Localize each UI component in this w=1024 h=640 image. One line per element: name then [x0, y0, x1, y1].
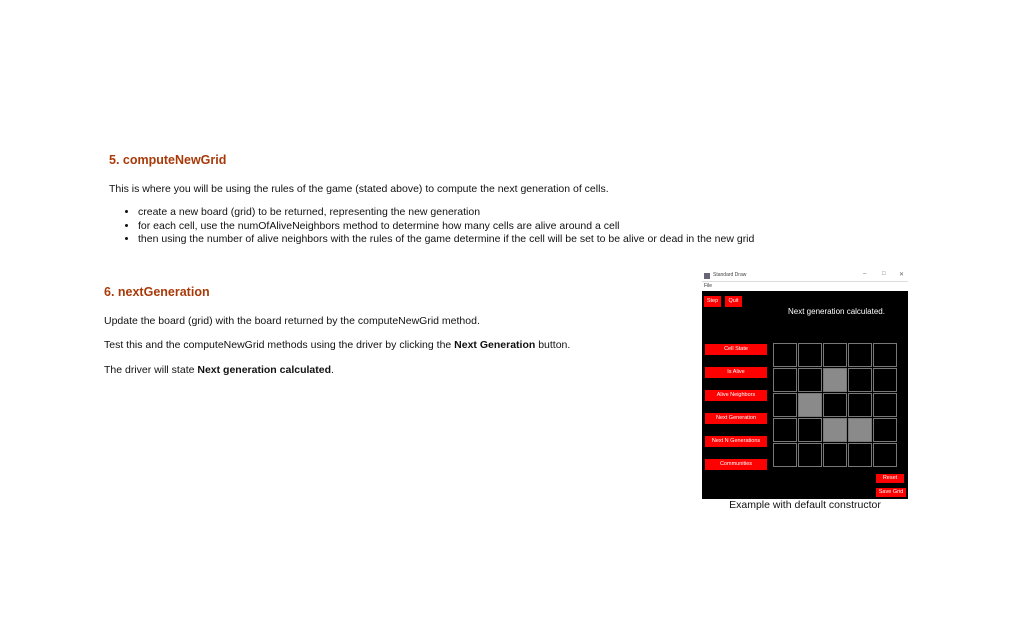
- list-item: • for each cell, use the numOfAliveNeighbors method to determine how many cells are alive around a cell: [138, 220, 754, 234]
- dead-cell[interactable]: [823, 443, 847, 467]
- is-alive-button[interactable]: Is Alive: [705, 367, 767, 378]
- list-item: • then using the number of alive neighbors with the rules of the game determine if the cell will be set to be alive or dead in the new grid: [138, 233, 754, 247]
- dead-cell[interactable]: [848, 443, 872, 467]
- figure-caption: Example with default constructor: [729, 499, 881, 511]
- dead-cell[interactable]: [773, 368, 797, 392]
- para-2-text: Test this and the computeNewGrid methods using the driver by clicking the: [104, 339, 455, 351]
- para-3-text: The driver will state: [104, 364, 198, 376]
- dead-cell[interactable]: [873, 418, 897, 442]
- maximize-icon[interactable]: □: [882, 271, 886, 277]
- section-5-intro: This is where you will be using the rules of the game (stated above) to compute the next generation of cells.: [109, 183, 609, 195]
- section-6-heading: 6. nextGeneration: [104, 285, 210, 299]
- save-grid-button[interactable]: Save Grid: [876, 488, 906, 497]
- next-n-generations-button[interactable]: Next N Generations: [705, 436, 767, 447]
- dead-cell[interactable]: [848, 393, 872, 417]
- dead-cell[interactable]: [823, 343, 847, 367]
- app-icon: [704, 273, 710, 279]
- dead-cell[interactable]: [823, 393, 847, 417]
- dead-cell[interactable]: [873, 393, 897, 417]
- standard-draw-window-screenshot: [702, 271, 908, 499]
- dead-cell[interactable]: [848, 368, 872, 392]
- window-title: Standard Draw: [713, 272, 747, 278]
- alive-neighbors-button[interactable]: Alive Neighbors: [705, 390, 767, 401]
- dead-cell[interactable]: [773, 443, 797, 467]
- next-generation-button[interactable]: Next Generation: [705, 413, 767, 424]
- section-5-bullet-list: [124, 206, 754, 247]
- dead-cell[interactable]: [873, 343, 897, 367]
- communities-button[interactable]: Communities: [705, 459, 767, 470]
- dead-cell[interactable]: [873, 368, 897, 392]
- section-6-para-2: [104, 339, 570, 351]
- alive-cell[interactable]: [823, 418, 847, 442]
- cell-grid[interactable]: [773, 343, 901, 468]
- dead-cell[interactable]: [798, 418, 822, 442]
- dead-cell[interactable]: [848, 343, 872, 367]
- cell-state-button[interactable]: Cell State: [705, 344, 767, 355]
- dead-cell[interactable]: [773, 343, 797, 367]
- step-button[interactable]: Step: [704, 296, 721, 307]
- alive-cell[interactable]: [798, 393, 822, 417]
- para-2-text-end: button.: [535, 339, 571, 351]
- menu-bar: [702, 282, 908, 291]
- list-item: • create a new board (grid) to be returned, representing the new generation: [138, 206, 754, 220]
- dead-cell[interactable]: [798, 443, 822, 467]
- dead-cell[interactable]: [798, 368, 822, 392]
- para-2-bold: Next Generation: [454, 339, 536, 351]
- section-5-heading: 5. computeNewGrid: [109, 153, 227, 167]
- alive-cell[interactable]: [848, 418, 872, 442]
- para-3-text-end: .: [331, 364, 334, 376]
- para-3-bold: Next generation calculated: [197, 364, 331, 376]
- minimize-icon[interactable]: –: [863, 271, 867, 277]
- close-icon[interactable]: ✕: [899, 272, 905, 278]
- dead-cell[interactable]: [773, 393, 797, 417]
- reset-button[interactable]: Reset: [876, 474, 904, 483]
- status-message: Next generation calculated.: [788, 307, 885, 316]
- menu-file[interactable]: File: [704, 283, 713, 289]
- section-6-para-3: [104, 364, 334, 376]
- section-6-para-1: Update the board (grid) with the board returned by the computeNewGrid method.: [104, 315, 480, 327]
- quit-button[interactable]: Quit: [725, 296, 742, 307]
- window-titlebar: [702, 271, 908, 282]
- alive-cell[interactable]: [823, 368, 847, 392]
- dead-cell[interactable]: [798, 343, 822, 367]
- dead-cell[interactable]: [773, 418, 797, 442]
- dead-cell[interactable]: [873, 443, 897, 467]
